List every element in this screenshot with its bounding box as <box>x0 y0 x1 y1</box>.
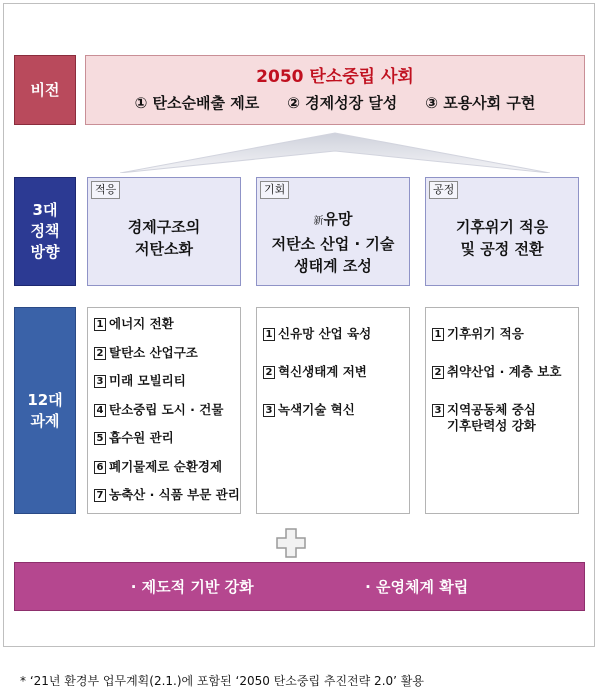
plus-icon <box>276 528 306 558</box>
task-text: 녹색기술 혁신 <box>278 402 355 417</box>
vision-item: ① 탄소순배출 제로 <box>134 94 260 112</box>
direction-side-line: 방향 <box>30 243 60 261</box>
task-text: 폐기물제로 순환경제 <box>109 458 223 474</box>
task-number: 1 <box>432 328 444 341</box>
task-box-3 <box>425 307 579 514</box>
task-text: 탄소중립 도시 · 건물 <box>109 401 224 417</box>
task-number: 2 <box>94 347 106 360</box>
task-box-1 <box>87 307 241 514</box>
foundation-box <box>14 562 585 611</box>
direction-text <box>426 216 578 260</box>
direction-text <box>257 208 409 277</box>
task-item <box>263 402 407 440</box>
direction-side-line: 3대 <box>32 201 58 219</box>
task-number: 3 <box>432 404 444 417</box>
task-item <box>94 430 238 459</box>
task-number: 1 <box>263 328 275 341</box>
vision-title: 2050 탄소중립 사회 <box>256 67 414 87</box>
task-item <box>94 345 238 374</box>
direction-line: 및 공정 전환 <box>460 240 544 258</box>
direction-box-fairness <box>425 177 579 286</box>
task-text: 지역공동체 중심 <box>447 402 536 417</box>
direction-text <box>88 216 240 260</box>
direction-box-opportunity <box>256 177 410 286</box>
task-list <box>263 326 407 440</box>
direction-side-label <box>14 177 76 286</box>
task-text: 농축산 · 식품 부문 관리 <box>109 487 240 502</box>
upward-chevron-arrow-icon <box>120 131 550 173</box>
task-side-line: 과제 <box>30 411 60 430</box>
task-box-2 <box>256 307 410 514</box>
direction-line: 생태계 조성 <box>294 257 372 275</box>
task-text: 에너지 전환 <box>109 316 174 331</box>
new-prefix: 新 <box>313 216 324 227</box>
vision-box <box>85 55 585 125</box>
task-number: 7 <box>94 489 106 502</box>
footnote: * ‘21년 환경부 업무계획(2.1.)에 포함된 ‘2050 탄소중립 추진전략 2.0’ 활용 <box>20 674 424 688</box>
direction-box-adaptation <box>87 177 241 286</box>
direction-side-line: 정책 <box>30 222 60 240</box>
task-text-continued: 기후탄력성 강화 <box>447 418 536 433</box>
task-number: 2 <box>263 366 275 379</box>
task-number: 1 <box>94 318 106 331</box>
task-item <box>94 402 238 431</box>
task-text: 신유망 산업 육성 <box>278 326 372 341</box>
direction-tag: 기회 <box>260 181 289 199</box>
task-number: 6 <box>94 461 106 474</box>
task-item <box>432 326 576 364</box>
foundation-item: · 제도적 기반 강화 <box>130 578 254 596</box>
vision-side-text: 비전 <box>30 80 60 99</box>
task-list <box>432 326 576 442</box>
task-side-line: 12대 <box>27 390 63 409</box>
direction-tag: 적응 <box>91 181 120 199</box>
task-item <box>263 364 407 402</box>
task-side-label <box>14 307 76 514</box>
task-item <box>94 459 238 488</box>
task-item <box>263 326 407 364</box>
task-item <box>94 316 238 345</box>
task-number: 4 <box>94 404 106 417</box>
task-text: 탈탄소 산업구조 <box>109 344 198 360</box>
task-text: 미래 모빌리티 <box>109 373 186 388</box>
vision-items <box>86 92 584 113</box>
direction-tag: 공정 <box>429 181 458 199</box>
direction-line: 경제구조의 <box>127 218 201 236</box>
direction-line: 저탄소화 <box>135 240 193 258</box>
direction-line-text: 유망 <box>323 210 353 228</box>
task-number: 5 <box>94 432 106 445</box>
direction-line <box>257 208 409 233</box>
vision-item: ③ 포용사회 구현 <box>425 94 536 112</box>
direction-line: 저탄소 산업 · 기술 <box>271 235 395 253</box>
task-item <box>432 402 576 442</box>
task-text: 취약산업 · 계층 보호 <box>447 364 562 379</box>
vision-side-label <box>14 55 76 125</box>
task-number: 3 <box>94 375 106 388</box>
task-text: 혁신생태계 저변 <box>278 364 367 379</box>
direction-line: 기후위기 적응 <box>455 218 549 236</box>
task-text: 흡수원 관리 <box>109 430 174 445</box>
vision-item: ② 경제성장 달성 <box>287 94 398 112</box>
task-number: 3 <box>263 404 275 417</box>
task-list <box>94 316 238 516</box>
task-number: 2 <box>432 366 444 379</box>
task-text: 기후위기 적응 <box>447 326 524 341</box>
foundation-item: · 운영체계 확립 <box>365 578 469 596</box>
task-item <box>94 487 238 516</box>
task-item <box>432 364 576 402</box>
task-item <box>94 373 238 402</box>
